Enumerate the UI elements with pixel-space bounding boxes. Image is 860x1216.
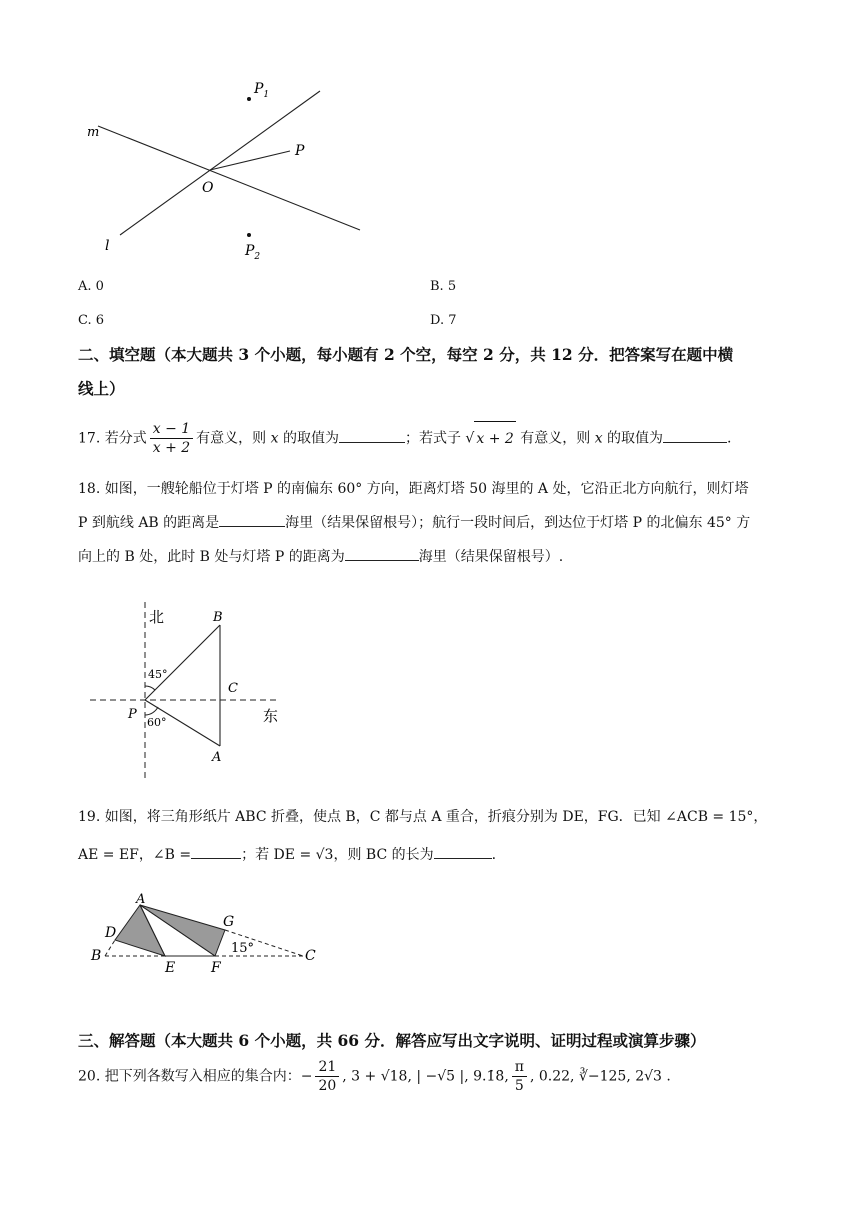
line-l	[120, 91, 320, 235]
label-north: 北	[149, 608, 165, 626]
q18-line-3b: 海里（结果保留根号）.	[418, 549, 564, 565]
q20-frac2-den: 5	[514, 1078, 524, 1094]
label-east: 东	[263, 707, 279, 725]
q20-frac1-den: 20	[318, 1078, 337, 1094]
q20-lead: 20. 把下列各数写入相应的集合内：	[78, 1068, 301, 1085]
option-c: C. 6	[78, 313, 105, 328]
section-2-line-1: 二、填空题（本大题共 3 个小题，每小题有 2 个空，每空 2 分，共 12 分．把答案写在题中横	[78, 345, 734, 364]
q17-text-2: 的取值为	[282, 430, 339, 447]
label-b: B	[213, 610, 223, 625]
q20-part-3: , 0.22, ∛−125, 2√3 .	[529, 1068, 671, 1085]
q20-fraction-1	[315, 1058, 339, 1095]
q17-lead: 17. 若分式	[78, 430, 147, 447]
option-b: B. 5	[430, 279, 457, 294]
angle-arc-60	[145, 707, 158, 715]
q18-line-2b: 海里（结果保留根号）；航行一段时间后，到达位于灯塔 P 的北偏东 45° 方	[285, 515, 751, 531]
q20-part-2: , 3 + √18, | −√5 |, 9.1̇8̇,	[342, 1068, 509, 1085]
label-c: C	[228, 681, 238, 696]
label-e: E	[165, 960, 176, 975]
section-2-line-2: 线上）	[78, 379, 125, 398]
label-g: G	[223, 914, 235, 930]
segment-pb	[145, 625, 220, 700]
q20-frac1-num: 21	[315, 1058, 339, 1077]
q17-blank-2[interactable]	[663, 428, 727, 443]
ray-op	[210, 151, 290, 170]
label-d: D	[105, 925, 117, 941]
q17-end: .	[727, 430, 732, 447]
point-p2	[247, 233, 251, 237]
label-m: m	[87, 125, 100, 140]
q18-blank-2[interactable]	[345, 546, 419, 561]
q17-sqrt: x + 2	[474, 421, 515, 456]
folded-triangle-figure	[85, 890, 325, 975]
q19-line-2c: .	[491, 847, 497, 863]
label-b: B	[91, 948, 102, 964]
q20-fraction-2	[512, 1058, 527, 1095]
label-o: O	[202, 180, 214, 196]
question-19	[78, 800, 788, 872]
q17-var-1: x	[270, 430, 279, 447]
q18-line-1: 18. 如图，一艘轮船位于灯塔 P 的南偏东 60° 方向，距离灯塔 50 海里的 A 处，它沿正北方向航行，则灯塔	[78, 481, 749, 497]
label-p: P	[128, 707, 137, 722]
q17-fraction	[150, 420, 193, 457]
label-p1: $P_1$	[254, 81, 270, 100]
dashed-bd	[105, 940, 115, 956]
question-18	[78, 472, 788, 574]
angle-arc-45	[145, 686, 155, 690]
label-angle-15: 15°	[231, 941, 255, 956]
label-angle-45: 45°	[148, 668, 168, 681]
q18-blank-1[interactable]	[219, 512, 285, 527]
q17-text-3: 有意义，则	[520, 430, 591, 447]
option-d: D. 7	[430, 313, 457, 328]
q19-line-2a: AE = EF，∠B =	[78, 847, 192, 863]
q20-frac2-num: π	[512, 1058, 527, 1077]
q17-text-4: 的取值为	[607, 430, 664, 447]
q17-text-1: 有意义，则	[196, 430, 267, 447]
q19-blank-2[interactable]	[434, 844, 492, 859]
q20-neg: −	[300, 1068, 313, 1085]
question-17: 17. 若分式 $\frac{x - 1}{x + 2}$ 有意义，则 x 的取值为 ；若式子 √ x + 2 有意义，则 x 的取值为 .	[78, 421, 732, 456]
q19-line-1: 19. 如图，将三角形纸片 ABC 折叠，使点 B，C 都与点 A 重合，折痕分别为 DE，FG．已知 ∠ACB = 15°，	[78, 809, 768, 825]
compass-figure	[85, 600, 295, 785]
option-a: A. 0	[78, 279, 104, 294]
q17-frac-numerator: x − 1	[150, 420, 193, 439]
label-angle-60: 60°	[147, 716, 167, 729]
intersecting-lines-figure	[80, 75, 380, 270]
q17-sep: ；若式子	[404, 430, 461, 447]
point-p1	[247, 97, 251, 101]
label-a: A	[212, 750, 222, 765]
label-p2: $P_2$	[245, 243, 261, 262]
label-l: l	[105, 238, 110, 254]
question-20	[78, 1058, 788, 1095]
q19-line-2b: ；若 DE = √3，则 BC 的长为	[241, 847, 434, 863]
q17-var-2: x	[594, 430, 603, 447]
label-f: F	[211, 960, 221, 975]
q18-line-2a: P 到航线 AB 的距离是	[78, 515, 220, 531]
q17-blank-1[interactable]	[339, 428, 405, 443]
q19-blank-1[interactable]	[191, 844, 241, 859]
label-p: P	[295, 143, 305, 159]
section-3-heading: 三、解答题（本大题共 6 个小题，共 66 分．解答应写出文字说明、证明过程或演算步骤）	[78, 1031, 706, 1050]
label-a: A	[136, 892, 146, 907]
section-2-heading	[78, 340, 783, 404]
q17-frac-denominator: x + 2	[152, 440, 191, 456]
label-c: C	[305, 948, 316, 964]
line-m	[98, 126, 360, 230]
q18-line-3a: 向上的 B 处，此时 B 处与灯塔 P 的距离为	[78, 549, 345, 565]
